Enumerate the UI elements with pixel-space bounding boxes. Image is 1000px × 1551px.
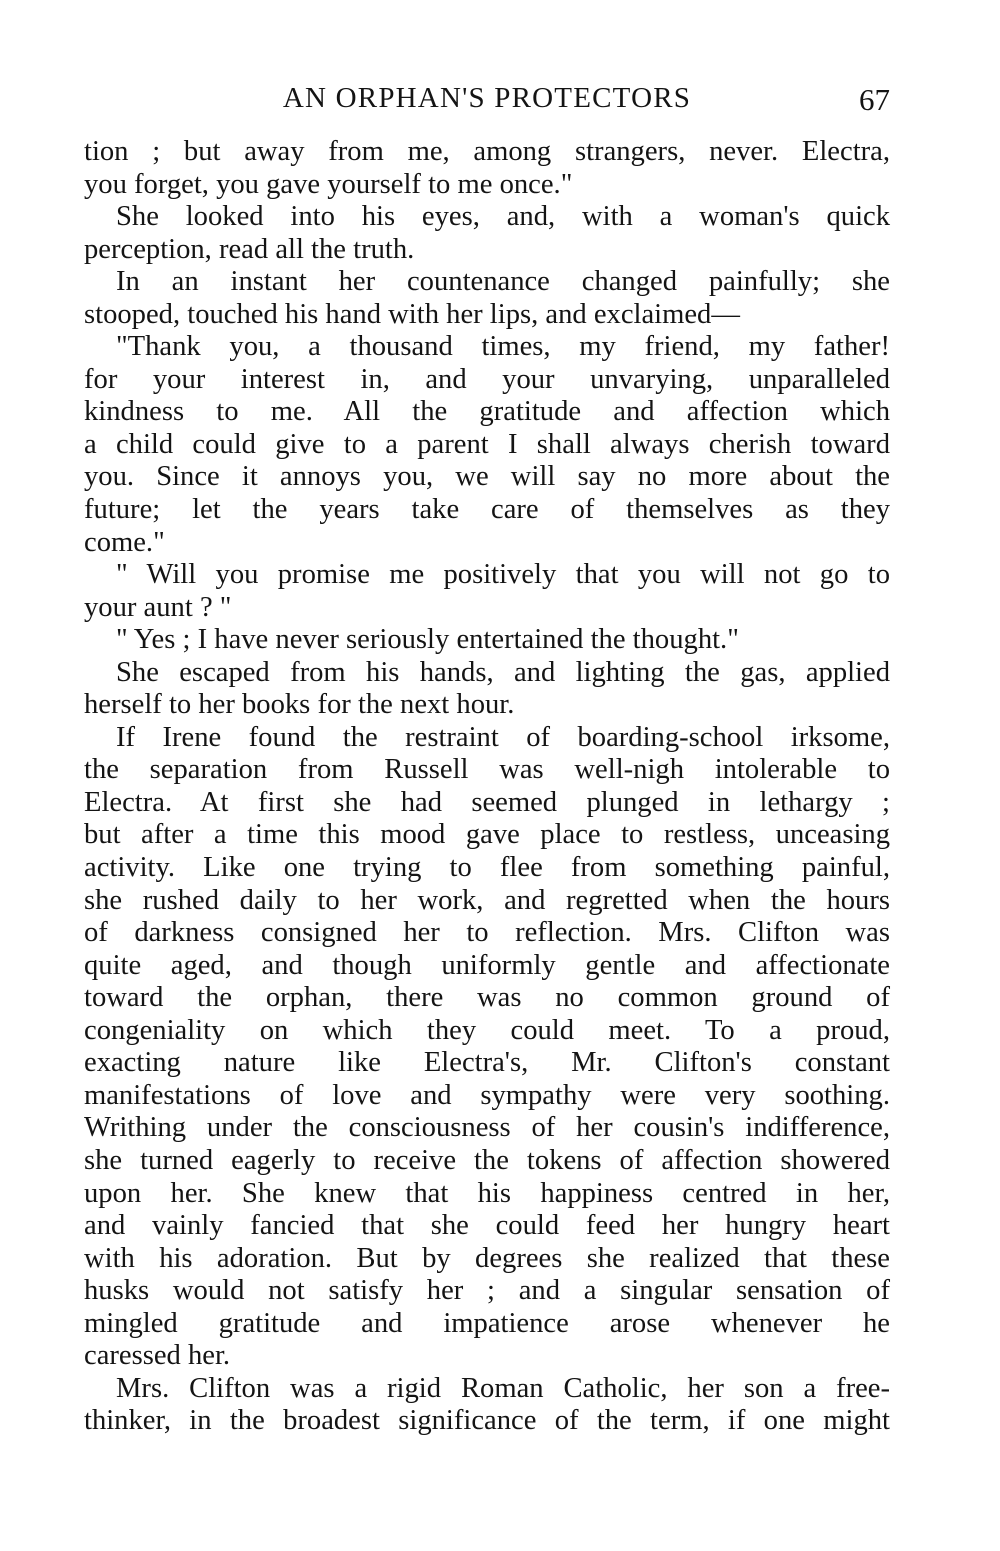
text-line: she rushed daily to her work, and regretted when the hours — [84, 884, 890, 916]
text-line: but after a time this mood gave place to restless, unceasing — [84, 819, 890, 851]
text-line: stooped, touched his hand with her lips, and exclaimed— — [84, 298, 740, 330]
text-line: she turned eagerly to receive the tokens of affection showered — [84, 1144, 890, 1176]
text-line: husks would not satisfy her ; and a singular sensation of — [84, 1275, 890, 1307]
text-line: " Yes ; I have never seriously entertained the thought." — [116, 624, 739, 656]
text-line: quite aged, and though uniformly gentle and affectionate — [84, 949, 890, 981]
text-line: future; let the years take care of themselves as they — [84, 494, 890, 526]
text-line: your aunt ? " — [84, 591, 232, 623]
text-line: for your interest in, and your unvarying, unparalleled — [84, 363, 890, 395]
text-line: and vainly fancied that she could feed her hungry heart — [84, 1210, 890, 1242]
text-line: "Thank you, a thousand times, my friend, my father! — [116, 331, 890, 363]
body-text — [84, 136, 890, 1438]
text-line: a child could give to a parent I shall always cherish toward — [84, 428, 890, 460]
text-line: herself to her books for the next hour. — [84, 689, 515, 721]
text-line: Electra. At first she had seemed plunged in lethargy ; — [84, 786, 890, 818]
text-line: She looked into his eyes, and, with a woman's quick — [116, 201, 890, 233]
text-line: mingled gratitude and impatience arose whenever he — [84, 1307, 890, 1339]
text-line: toward the orphan, there was no common ground of — [84, 982, 890, 1014]
text-line: you forget, you gave yourself to me once." — [84, 168, 573, 200]
running-title: AN ORPHAN'S PROTECTORS — [282, 82, 692, 114]
text-line: perception, read all the truth. — [84, 233, 415, 265]
text-line: with his adoration. But by degrees she realized that these — [84, 1242, 890, 1274]
text-line: She escaped from his hands, and lighting the gas, applied — [116, 656, 890, 688]
text-line: of darkness consigned her to reflection. Mrs. Clifton was — [84, 917, 890, 949]
text-line: manifestations of love and sympathy were very soothing. — [84, 1079, 890, 1111]
text-line: thinker, in the broadest significance of the term, if one might — [84, 1405, 890, 1437]
text-line: upon her. She knew that his happiness centred in her, — [84, 1177, 890, 1209]
text-line: the separation from Russell was well-nigh intolerable to — [84, 754, 890, 786]
text-line: caressed her. — [84, 1340, 231, 1372]
text-line: kindness to me. All the gratitude and affection which — [84, 396, 890, 428]
text-line: Mrs. Clifton was a rigid Roman Catholic, her son a free- — [116, 1372, 890, 1404]
text-line: you. Since it annoys you, we will say no more about the — [84, 461, 890, 493]
text-line: Writhing under the consciousness of her cousin's indifference, — [84, 1112, 890, 1144]
text-line: come." — [84, 526, 165, 558]
page-number: 67 — [859, 82, 890, 117]
text-line: In an instant her countenance changed painfully; she — [116, 266, 890, 298]
text-line: tion ; but away from me, among strangers, never. Electra, — [84, 136, 890, 167]
text-line: exacting nature like Electra's, Mr. Clifton's constant — [84, 1047, 890, 1079]
text-line: congeniality on which they could meet. To a proud, — [84, 1014, 890, 1046]
text-line: " Will you promise me positively that you will not go to — [116, 559, 890, 591]
text-line: activity. Like one trying to flee from something painful, — [84, 852, 890, 884]
text-line: If Irene found the restraint of boarding-school irksome, — [116, 721, 890, 753]
running-head — [84, 78, 890, 122]
